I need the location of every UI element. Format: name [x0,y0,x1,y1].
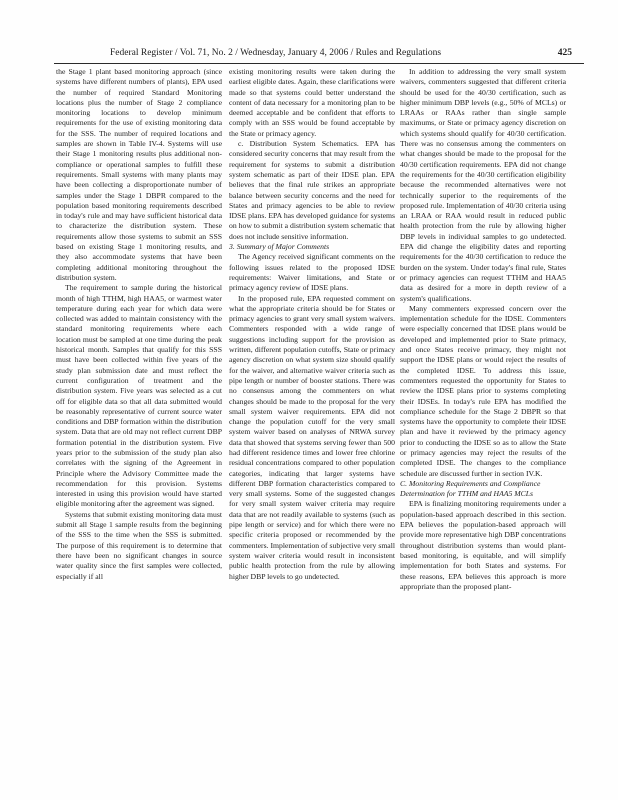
paragraph: c. Distribution System Schematics. EPA has considered security concerns that may result from the requirement for systems to submit a distribution system schematic as part of their IDSE plan. EPA believes that the final rule strikes an appropriate balance between security concerns and the need for States and primacy agencies to be able to review IDSE plans. EPA has developed guidance for systems on how to submit a distribution system schematic that does not include sensitive information. [229,139,395,241]
text-column-2 [229,67,395,787]
paragraph: EPA is finalizing monitoring requirements under a population-based approach described in this section. EPA believes the population-based approach will provide more representative high DBP concentrations throughout distribution systems than would plant-based monitoring, is equitable, and will simplify implementation for both States and systems. For these reasons, EPA believes this approach is more appropriate than the proposed plant- [400,499,566,591]
text-column-1 [56,67,222,787]
running-header [54,46,582,60]
page-number: 425 [557,48,572,58]
paragraph: the Stage 1 plant based monitoring approach (since systems have different numbers of plants), EPA used the number of required Standard Monitoring locations plus the number of Stage 2 compliance monitoring locations to develop minimum requirements for the use of existing monitoring data for the SSS. The number of required locations and samples are shown in Table IV-4. Systems will use their Stage 1 monitoring results plus additional non-compliance or operational samples to fulfill these requirements. Small systems with many plants may have been collecting a disproportionate number of samples under the Stage 1 DBPR compared to the population based monitoring requirements described in today's rule and may have sufficient historical data to characterize the distribution system. These requirements allow those systems to submit an SSS based on existing Stage 1 monitoring results, and they also accommodate systems that have been completing additional monitoring throughout the distribution system. [56,67,222,282]
paragraph: Many commenters expressed concern over the implementation schedule for the IDSE. Commenters were especially concerned that IDSE plans would be developed and implemented prior to State primacy, and once States receive primacy, they might not support the IDSE plans or would reject the results of the completed IDSE. To address this issue, commenters requested the opportunity for States to review the IDSE plans prior to systems completing their IDSEs. In today's rule EPA has modified the compliance schedule for the Stage 2 DBPR so that systems have the opportunity to complete their IDSE plan and have it reviewed by the primacy agency prior to conducting the IDSE so as to allow the State or primacy agencies may reject the results of the completed IDSE. The changes to the compliance schedule are discussed further in section IV.K. [400,303,566,478]
paragraph: Systems that submit existing monitoring data must submit all Stage 1 sample results from the beginning of the SSS to the time when the SSS is submitted. The purpose of this requirement is to determine that there have been no significant changes in source water quality since the first samples were collected, especially if all [56,509,222,581]
running-title: Federal Register / Vol. 71, No. 2 / Wednesday, January 4, 2006 / Rules and Regulations [110,48,442,58]
paragraph: existing monitoring results were taken during the earliest eligible dates. Again, these clarifications were made so that systems could better understand the content of data necessary for a monitoring plan to be deemed acceptable and be confident that efforts to comply with an SSS would be found acceptable by the State or primacy agency. [229,67,395,138]
section-heading: 3. Summary of Major Comments [229,242,330,252]
text-column-3 [400,67,566,787]
paragraph: In the proposed rule, EPA requested comment on what the appropriate criteria should be for States or primacy agencies to grant very small system waivers. Commenters responded with a wide range of suggestions including support for the provision as written, different population cutoffs, State or primacy agency discretion on what system size should qualify for the waiver, and alternative waiver criteria such as pipe length or number of booster stations. There was no consensus among the commenters on what changes should be made to the proposal for the very small system waiver requirements. EPA did not change the population cutoff for the very small system waiver based on analyses of NRWA survey data that showed that systems serving fewer than 500 had different residence times and lower free chlorine residual concentrations compared to other population categories, indicating that larger systems have different DBP formation characteristics compared to very small systems. Some of the suggested changes for very small system waiver criteria may require data that are not readily available to systems (such as pipe length or service) and for which there were no specific criteria proposed or recommended by the commenters. Implementation of subjective very small system waiver criteria would result in inconsistent public health protection from the rule by allowing higher DBP levels to go undetected. [229,293,395,581]
paragraph: The requirement to sample during the historical month of high TTHM, high HAA5, or warmest water temperature during each year for which data were collected was added to maintain consistency with the standard monitoring requirements where each location must be sampled at one time during the peak historical month. Samples that qualify for this SSS must have been collected within five years of the study plan submission date and must reflect the current configuration of treatment and the distribution system. Five years was selected as a cut off for eligible data so that all data submitted would be reasonably representative of current source water conditions and DBP formation within the distribution system. Data that are old may not reflect current DBP formation potential in the distribution system. Five years prior to the submission of the study plan also correlates with the signing of the Agreement in Principle where the Advisory Committee made the recommendation for this provision. Systems interested in using this provision would have started eligible monitoring after the agreement was signed. [56,283,222,509]
paragraph: In addition to addressing the very small system waivers, commenters suggested that different criteria should be used for the 40/30 certification, such as higher minimum DBP levels (e.g., 50% of MCLs) or LRAAs or RAAs rather than single sample maximums, or State or primacy agency discretion on which systems should qualify for 40/30 certification. There was no consensus among the commenters on what changes should be made to the proposal for the 40/30 certification requirements. EPA did not change the requirements for the 40/30 certification eligibility because the recommended alternatives were not technically superior to the requirements of the proposed rule. Implementation of 40/30 criteria using an LRAA or RAA would result in reduced public health protection from the rule by allowing higher DBP levels in individual samples to go undetected. EPA did change the eligibility dates and reporting requirements for the 40/30 certification to reduce the burden on the system. Under today's final rule, States or primacy agencies can request TTHM and HAA5 data as desired for a more in depth review of a system's qualifications. [400,67,566,303]
header-rule [54,63,584,64]
section-heading: C. Monitoring Requirements and Compliance Determination for TTHM and HAA5 MCLs [400,478,541,499]
paragraph: The Agency received significant comments on the following issues related to the proposed IDSE requirements: Waiver limitations, and State or primacy agency review of IDSE plans. [229,252,395,293]
